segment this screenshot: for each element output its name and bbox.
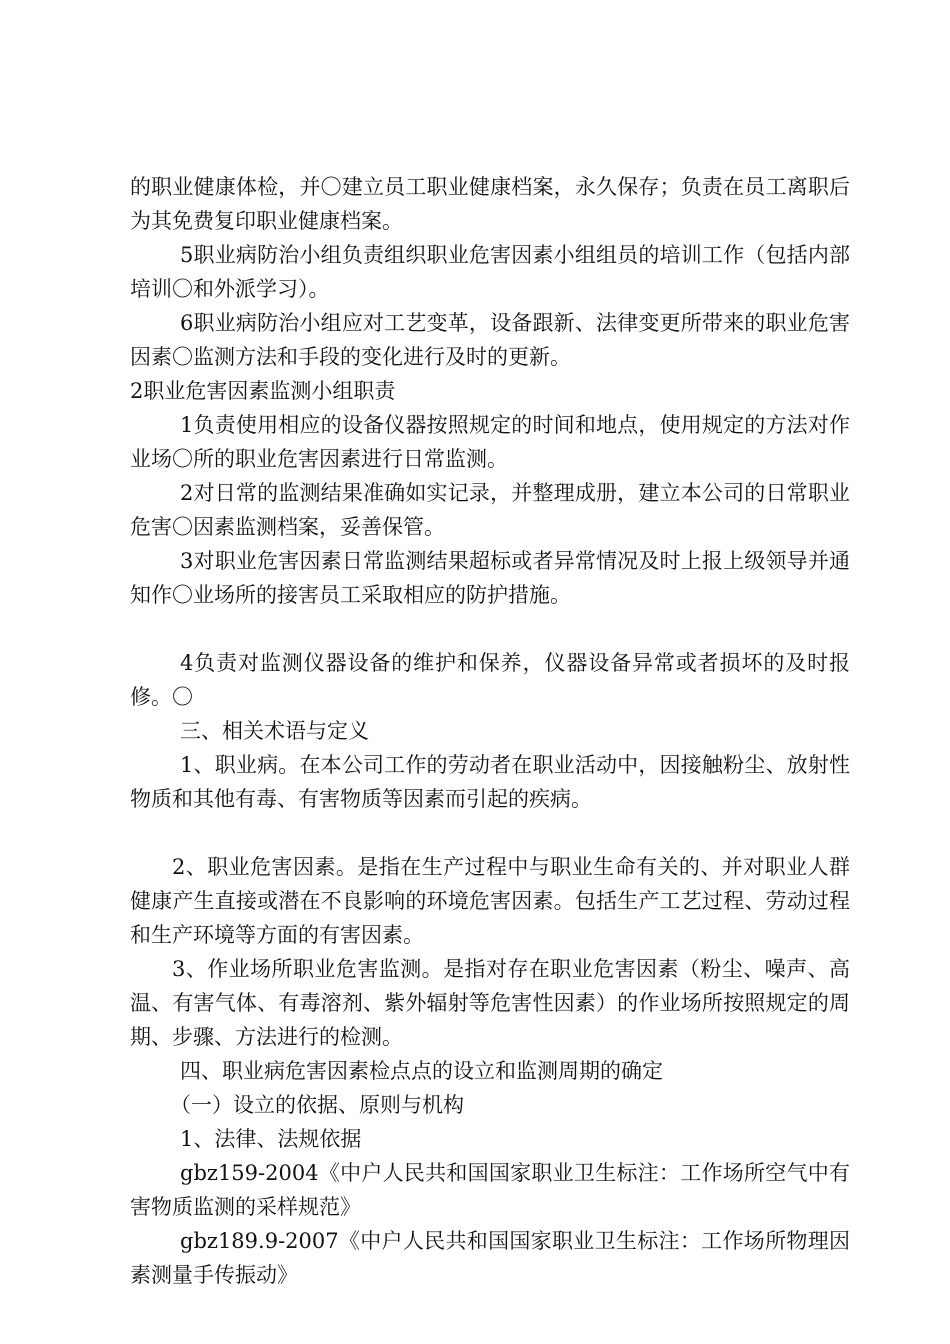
- paragraph-duty-1: 1负责使用相应的设备仪器按照规定的时间和地点，使用规定的方法对作业场〇所的职业危害因素进行日常监测。: [130, 413, 850, 471]
- section-heading-terms: 三、相关术语与定义: [180, 719, 369, 743]
- paragraph-term-workplace-monitoring: 3、作业场所职业危害监测。是指对存在职业危害因素（粉尘、噪声、高温、有害气体、有毒溶剂、紫外辐射等危害性因素）的作业场所按照规定的周期、步骤、方法进行的检测。: [130, 957, 850, 1049]
- paragraph-item-6-update: 6职业病防治小组应对工艺变革，设备跟新、法律变更所带来的职业危害因素〇监测方法和手段的变化进行及时的更新。: [130, 311, 850, 369]
- paragraph-term-hazard-factors: 2、职业危害因素。是指在生产过程中与职业生命有关的、并对职业人群健康产生直接或潜在不良影响的环境危害因素。包括生产工艺过程、劳动过程和生产环境等方面的有害因素。: [130, 855, 850, 947]
- paragraph-legal-basis: 1、法律、法规依据: [180, 1127, 362, 1151]
- document-body: [130, 170, 850, 1292]
- paragraph-item-5-training: 5职业病防治小组负责组织职业危害因素小组组员的培训工作（包括内部培训〇和外派学习）。: [130, 243, 850, 301]
- paragraph-term-occupational-disease: 1、职业病。在本公司工作的劳动者在职业活动中，因接触粉尘、放射性物质和其他有毒、有害物质等因素而引起的疾病。: [130, 753, 850, 811]
- paragraph-health-checkup: 的职业健康体检，并〇建立员工职业健康档案，永久保存；负责在员工离职后为其免费复印职业健康档案。: [130, 175, 850, 233]
- subsection-heading-basis: （一）设立的依据、原则与机构: [170, 1093, 464, 1117]
- paragraph-duty-4: 4负责对监测仪器设备的维护和保养，仪器设备异常或者损坏的及时报修。〇: [130, 651, 850, 709]
- section-heading-checkpoints: 四、职业病危害因素检点点的设立和监测周期的确定: [180, 1059, 663, 1083]
- paragraph-duty-3: 3对职业危害因素日常监测结果超标或者异常情况及时上报上级领导并通知作〇业场所的接害员工采取相应的防护措施。: [130, 549, 850, 607]
- section-heading-monitoring-group: 2职业危害因素监测小组职责: [130, 379, 396, 403]
- paragraph-duty-2: 2对日常的监测结果准确如实记录，并整理成册，建立本公司的日常职业危害〇因素监测档案，妥善保管。: [130, 481, 850, 539]
- paragraph-standard-gbz159: gbz159-2004《中户人民共和国国家职业卫生标注：工作场所空气中有害物质监测的采样规范》: [130, 1161, 850, 1219]
- paragraph-standard-gbz189: gbz189.9-2007《中户人民共和国国家职业卫生标注：工作场所物理因素测量手传振动》: [130, 1229, 850, 1287]
